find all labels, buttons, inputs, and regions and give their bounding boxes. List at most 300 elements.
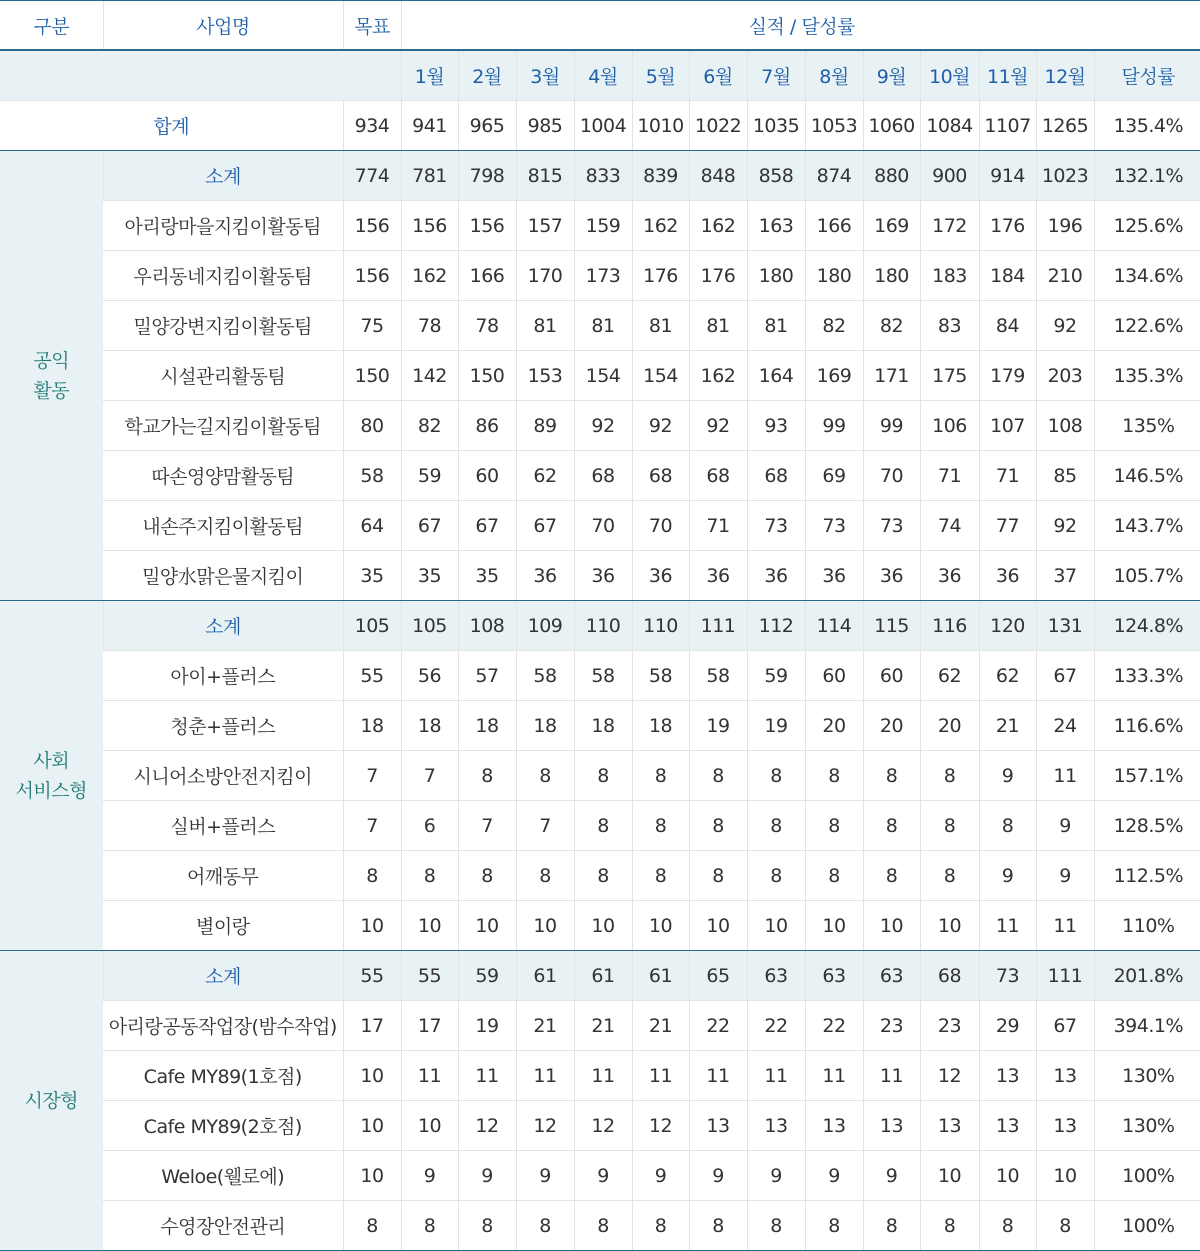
- month-value: 985: [516, 101, 574, 151]
- month-value: 1265: [1036, 101, 1094, 151]
- month-value: 13: [689, 1101, 747, 1151]
- project-name: 우리동네지킴이활동팀: [103, 251, 343, 301]
- month-value: 1107: [979, 101, 1036, 151]
- month-value: 59: [458, 951, 516, 1001]
- month-value: 10: [516, 901, 574, 951]
- month-value: 109: [516, 601, 574, 651]
- month-value: 78: [401, 301, 458, 351]
- month-value: 77: [979, 501, 1036, 551]
- month-value: 10: [920, 1151, 979, 1201]
- month-value: 131: [1036, 601, 1094, 651]
- month-value: 8: [458, 1201, 516, 1251]
- month-value: 86: [458, 401, 516, 451]
- month-value: 36: [574, 551, 632, 601]
- project-name: 밀양강변지킴이활동팀: [103, 301, 343, 351]
- month-header: 10월: [920, 50, 979, 101]
- month-value: 108: [1036, 401, 1094, 451]
- month-value: 13: [920, 1101, 979, 1151]
- month-value: 8: [689, 801, 747, 851]
- month-value: 8: [458, 851, 516, 901]
- month-value: 35: [458, 551, 516, 601]
- table-row: [0, 901, 1200, 951]
- month-value: 9: [1036, 851, 1094, 901]
- month-value: 93: [747, 401, 805, 451]
- subtotal-row: [0, 951, 1200, 1001]
- month-value: 11: [747, 1051, 805, 1101]
- month-value: 180: [747, 251, 805, 301]
- target-value: 8: [343, 851, 401, 901]
- month-value: 833: [574, 151, 632, 201]
- month-value: 65: [689, 951, 747, 1001]
- month-value: 36: [920, 551, 979, 601]
- month-value: 10: [401, 1101, 458, 1151]
- month-value: 19: [689, 701, 747, 751]
- project-name: 수영장안전관리: [103, 1201, 343, 1251]
- month-value: 18: [632, 701, 689, 751]
- category-header: 구분: [0, 1, 103, 51]
- month-value: 56: [401, 651, 458, 701]
- month-value: 89: [516, 401, 574, 451]
- month-value: 8: [920, 751, 979, 801]
- month-value: 9: [574, 1151, 632, 1201]
- month-value: 162: [689, 351, 747, 401]
- month-header: 9월: [863, 50, 920, 101]
- rate-value: 132.1%: [1094, 151, 1200, 201]
- month-value: 36: [805, 551, 863, 601]
- month-value: 59: [747, 651, 805, 701]
- month-value: 9: [1036, 801, 1094, 851]
- month-value: 203: [1036, 351, 1094, 401]
- project-name: 어깨동무: [103, 851, 343, 901]
- month-value: 70: [574, 501, 632, 551]
- month-value: 9: [747, 1151, 805, 1201]
- rate-value: 134.6%: [1094, 251, 1200, 301]
- month-value: 839: [632, 151, 689, 201]
- month-value: 8: [516, 751, 574, 801]
- month-value: 13: [747, 1101, 805, 1151]
- month-value: 858: [747, 151, 805, 201]
- month-value: 164: [747, 351, 805, 401]
- month-value: 10: [863, 901, 920, 951]
- month-value: 20: [863, 701, 920, 751]
- month-value: 162: [401, 251, 458, 301]
- project-name: 별이랑: [103, 901, 343, 951]
- month-value: 18: [401, 701, 458, 751]
- month-value: 20: [920, 701, 979, 751]
- month-value: 36: [516, 551, 574, 601]
- month-value: 1022: [689, 101, 747, 151]
- target-value: 55: [343, 651, 401, 701]
- month-value: 10: [747, 901, 805, 951]
- project-name: 내손주지킴이활동팀: [103, 501, 343, 551]
- month-value: 8: [632, 851, 689, 901]
- month-value: 914: [979, 151, 1036, 201]
- month-value: 55: [401, 951, 458, 1001]
- target-value: 774: [343, 151, 401, 201]
- rate-value: 143.7%: [1094, 501, 1200, 551]
- month-value: 8: [632, 751, 689, 801]
- month-value: 67: [516, 501, 574, 551]
- month-value: 874: [805, 151, 863, 201]
- month-value: 69: [805, 451, 863, 501]
- month-value: 23: [920, 1001, 979, 1051]
- month-value: 11: [458, 1051, 516, 1101]
- month-value: 171: [863, 351, 920, 401]
- month-value: 8: [747, 851, 805, 901]
- month-value: 8: [689, 1201, 747, 1251]
- month-value: 9: [401, 1151, 458, 1201]
- month-value: 67: [1036, 1001, 1094, 1051]
- month-value: 941: [401, 101, 458, 151]
- month-value: 116: [920, 601, 979, 651]
- month-value: 8: [516, 851, 574, 901]
- month-value: 8: [574, 1201, 632, 1251]
- results-header: 실적 / 달성률: [401, 1, 1200, 51]
- month-value: 166: [458, 251, 516, 301]
- month-value: 173: [574, 251, 632, 301]
- month-value: 9: [805, 1151, 863, 1201]
- month-header: 6월: [689, 50, 747, 101]
- target-value: 17: [343, 1001, 401, 1051]
- month-value: 20: [805, 701, 863, 751]
- month-value: 62: [516, 451, 574, 501]
- month-value: 18: [458, 701, 516, 751]
- month-value: 9: [632, 1151, 689, 1201]
- month-value: 156: [458, 201, 516, 251]
- month-value: 8: [920, 801, 979, 851]
- month-value: 9: [979, 751, 1036, 801]
- month-value: 170: [516, 251, 574, 301]
- header-row: [0, 1, 1200, 51]
- total-label: 합계: [0, 101, 343, 151]
- month-value: 67: [401, 501, 458, 551]
- month-value: 12: [458, 1101, 516, 1151]
- month-value: 29: [979, 1001, 1036, 1051]
- month-value: 1053: [805, 101, 863, 151]
- month-value: 13: [1036, 1051, 1094, 1101]
- month-value: 81: [747, 301, 805, 351]
- month-value: 8: [689, 851, 747, 901]
- month-value: 36: [747, 551, 805, 601]
- table-row: [0, 501, 1200, 551]
- month-value: 60: [863, 651, 920, 701]
- month-value: 169: [863, 201, 920, 251]
- month-value: 8: [747, 751, 805, 801]
- month-value: 21: [979, 701, 1036, 751]
- month-header: 12월: [1036, 50, 1094, 101]
- month-value: 180: [805, 251, 863, 301]
- table-row: [0, 1101, 1200, 1151]
- month-value: 57: [458, 651, 516, 701]
- month-value: 142: [401, 351, 458, 401]
- month-value: 61: [516, 951, 574, 1001]
- month-value: 7: [458, 801, 516, 851]
- month-value: 62: [920, 651, 979, 701]
- project-name: 청춘+플러스: [103, 701, 343, 751]
- month-value: 13: [979, 1051, 1036, 1101]
- rate-value: 133.3%: [1094, 651, 1200, 701]
- target-value: 105: [343, 601, 401, 651]
- target-value: 8: [343, 1201, 401, 1251]
- month-value: 58: [516, 651, 574, 701]
- month-header: 7월: [747, 50, 805, 101]
- subtotal-row: [0, 151, 1200, 201]
- month-value: 19: [458, 1001, 516, 1051]
- project-name: 따손영양맘활동팀: [103, 451, 343, 501]
- month-header: 4월: [574, 50, 632, 101]
- month-value: 12: [632, 1101, 689, 1151]
- month-value: 8: [632, 1201, 689, 1251]
- month-value: 36: [632, 551, 689, 601]
- month-value: 13: [863, 1101, 920, 1151]
- subtotal-row: [0, 601, 1200, 651]
- rate-header: 달성률: [1094, 50, 1200, 101]
- month-value: 22: [747, 1001, 805, 1051]
- month-value: 37: [1036, 551, 1094, 601]
- month-value: 162: [689, 201, 747, 251]
- month-value: 1023: [1036, 151, 1094, 201]
- month-value: 176: [689, 251, 747, 301]
- month-value: 58: [689, 651, 747, 701]
- project-name: 소계: [103, 151, 343, 201]
- month-value: 82: [863, 301, 920, 351]
- rate-value: 201.8%: [1094, 951, 1200, 1001]
- target-value: 64: [343, 501, 401, 551]
- month-value: 36: [863, 551, 920, 601]
- month-value: 184: [979, 251, 1036, 301]
- rate-value: 112.5%: [1094, 851, 1200, 901]
- table-row: [0, 451, 1200, 501]
- month-header: 2월: [458, 50, 516, 101]
- month-value: 11: [516, 1051, 574, 1101]
- table-body: [0, 101, 1200, 1251]
- target-value: 55: [343, 951, 401, 1001]
- month-value: 8: [401, 1201, 458, 1251]
- month-value: 9: [458, 1151, 516, 1201]
- target-value: 35: [343, 551, 401, 601]
- month-value: 166: [805, 201, 863, 251]
- total-row: [0, 101, 1200, 151]
- rate-value: 157.1%: [1094, 751, 1200, 801]
- project-name: Cafe MY89(2호점): [103, 1101, 343, 1151]
- month-value: 157: [516, 201, 574, 251]
- month-value: 8: [747, 801, 805, 851]
- month-value: 172: [920, 201, 979, 251]
- month-value: 154: [574, 351, 632, 401]
- month-value: 8: [920, 851, 979, 901]
- target-value: 80: [343, 401, 401, 451]
- month-value: 1035: [747, 101, 805, 151]
- month-value: 156: [401, 201, 458, 251]
- month-value: 8: [979, 801, 1036, 851]
- month-value: 11: [979, 901, 1036, 951]
- month-value: 10: [1036, 1151, 1094, 1201]
- target-value: 156: [343, 251, 401, 301]
- month-value: 210: [1036, 251, 1094, 301]
- target-value: 156: [343, 201, 401, 251]
- month-header: 1월: [401, 50, 458, 101]
- table-row: [0, 201, 1200, 251]
- month-value: 111: [1036, 951, 1094, 1001]
- month-value: 82: [401, 401, 458, 451]
- month-value: 8: [863, 1201, 920, 1251]
- month-value: 63: [747, 951, 805, 1001]
- month-value: 880: [863, 151, 920, 201]
- month-value: 61: [632, 951, 689, 1001]
- month-value: 21: [632, 1001, 689, 1051]
- month-value: 8: [401, 851, 458, 901]
- month-value: 61: [574, 951, 632, 1001]
- month-value: 82: [805, 301, 863, 351]
- table-row: [0, 1151, 1200, 1201]
- month-value: 965: [458, 101, 516, 151]
- month-value: 81: [689, 301, 747, 351]
- project-name: 아리랑마을지킴이활동팀: [103, 201, 343, 251]
- month-value: 7: [401, 751, 458, 801]
- target-value: 7: [343, 801, 401, 851]
- month-value: 10: [401, 901, 458, 951]
- month-value: 71: [979, 451, 1036, 501]
- month-value: 8: [574, 851, 632, 901]
- month-value: 8: [805, 801, 863, 851]
- month-value: 83: [920, 301, 979, 351]
- table-row: [0, 851, 1200, 901]
- month-value: 85: [1036, 451, 1094, 501]
- month-value: 815: [516, 151, 574, 201]
- month-value: 68: [920, 951, 979, 1001]
- month-value: 120: [979, 601, 1036, 651]
- month-value: 8: [458, 751, 516, 801]
- month-header: 11월: [979, 50, 1036, 101]
- month-value: 73: [979, 951, 1036, 1001]
- month-value: 159: [574, 201, 632, 251]
- month-value: 11: [805, 1051, 863, 1101]
- month-value: 8: [805, 1201, 863, 1251]
- project-name: 밀양水맑은물지킴이: [103, 551, 343, 601]
- month-value: 9: [979, 851, 1036, 901]
- month-value: 24: [1036, 701, 1094, 751]
- table-row: [0, 301, 1200, 351]
- project-name: 소계: [103, 601, 343, 651]
- month-value: 92: [574, 401, 632, 451]
- month-value: 8: [516, 1201, 574, 1251]
- month-value: 18: [574, 701, 632, 751]
- month-value: 62: [979, 651, 1036, 701]
- month-value: 110: [632, 601, 689, 651]
- month-value: 781: [401, 151, 458, 201]
- month-value: 150: [458, 351, 516, 401]
- month-value: 8: [805, 851, 863, 901]
- month-value: 12: [516, 1101, 574, 1151]
- month-value: 73: [747, 501, 805, 551]
- month-value: 84: [979, 301, 1036, 351]
- month-value: 68: [574, 451, 632, 501]
- table-row: [0, 1051, 1200, 1101]
- project-name: 소계: [103, 951, 343, 1001]
- month-value: 99: [863, 401, 920, 451]
- month-value: 11: [689, 1051, 747, 1101]
- rate-value: 100%: [1094, 1201, 1200, 1251]
- month-value: 107: [979, 401, 1036, 451]
- month-value: 17: [401, 1001, 458, 1051]
- month-value: 8: [747, 1201, 805, 1251]
- month-value: 115: [863, 601, 920, 651]
- month-value: 153: [516, 351, 574, 401]
- month-value: 78: [458, 301, 516, 351]
- rate-value: 135.3%: [1094, 351, 1200, 401]
- month-value: 13: [1036, 1101, 1094, 1151]
- month-value: 99: [805, 401, 863, 451]
- rate-value: 128.5%: [1094, 801, 1200, 851]
- month-value: 92: [632, 401, 689, 451]
- month-value: 8: [863, 801, 920, 851]
- month-value: 21: [574, 1001, 632, 1051]
- total-target: 934: [343, 101, 401, 151]
- rate-value: 105.7%: [1094, 551, 1200, 601]
- month-header-row: [0, 50, 1200, 101]
- month-value: 11: [1036, 901, 1094, 951]
- month-value: 110: [574, 601, 632, 651]
- month-value: 81: [574, 301, 632, 351]
- project-name: 시니어소방안전지킴이: [103, 751, 343, 801]
- month-value: 1004: [574, 101, 632, 151]
- month-value: 11: [401, 1051, 458, 1101]
- month-value: 8: [863, 851, 920, 901]
- rate-value: 125.6%: [1094, 201, 1200, 251]
- month-value: 67: [1036, 651, 1094, 701]
- project-name: 아리랑공동작업장(밤수작업): [103, 1001, 343, 1051]
- month-value: 10: [574, 901, 632, 951]
- month-value: 175: [920, 351, 979, 401]
- rate-value: 130%: [1094, 1101, 1200, 1151]
- month-value: 9: [689, 1151, 747, 1201]
- month-value: 6: [401, 801, 458, 851]
- month-value: 58: [574, 651, 632, 701]
- target-value: 10: [343, 1151, 401, 1201]
- month-value: 11: [1036, 751, 1094, 801]
- target-value: 7: [343, 751, 401, 801]
- month-value: 108: [458, 601, 516, 651]
- month-value: 111: [689, 601, 747, 651]
- month-value: 22: [805, 1001, 863, 1051]
- month-value: 8: [1036, 1201, 1094, 1251]
- month-value: 36: [979, 551, 1036, 601]
- month-value: 10: [689, 901, 747, 951]
- target-value: 150: [343, 351, 401, 401]
- table-row: [0, 1001, 1200, 1051]
- month-value: 179: [979, 351, 1036, 401]
- month-value: 196: [1036, 201, 1094, 251]
- rate-value: 116.6%: [1094, 701, 1200, 751]
- rate-value: 100%: [1094, 1151, 1200, 1201]
- month-value: 7: [516, 801, 574, 851]
- project-name: 실버+플러스: [103, 801, 343, 851]
- target-header: 목표: [343, 1, 401, 51]
- month-value: 92: [1036, 301, 1094, 351]
- month-value: 8: [979, 1201, 1036, 1251]
- month-value: 81: [516, 301, 574, 351]
- group-label: 사회 서비스형: [0, 601, 103, 951]
- month-value: 11: [863, 1051, 920, 1101]
- month-value: 8: [574, 801, 632, 851]
- project-name: 아이+플러스: [103, 651, 343, 701]
- month-value: 70: [632, 501, 689, 551]
- month-value: 163: [747, 201, 805, 251]
- project-name: 시설관리활동팀: [103, 351, 343, 401]
- table-row: [0, 551, 1200, 601]
- table-row: [0, 251, 1200, 301]
- month-value: 92: [1036, 501, 1094, 551]
